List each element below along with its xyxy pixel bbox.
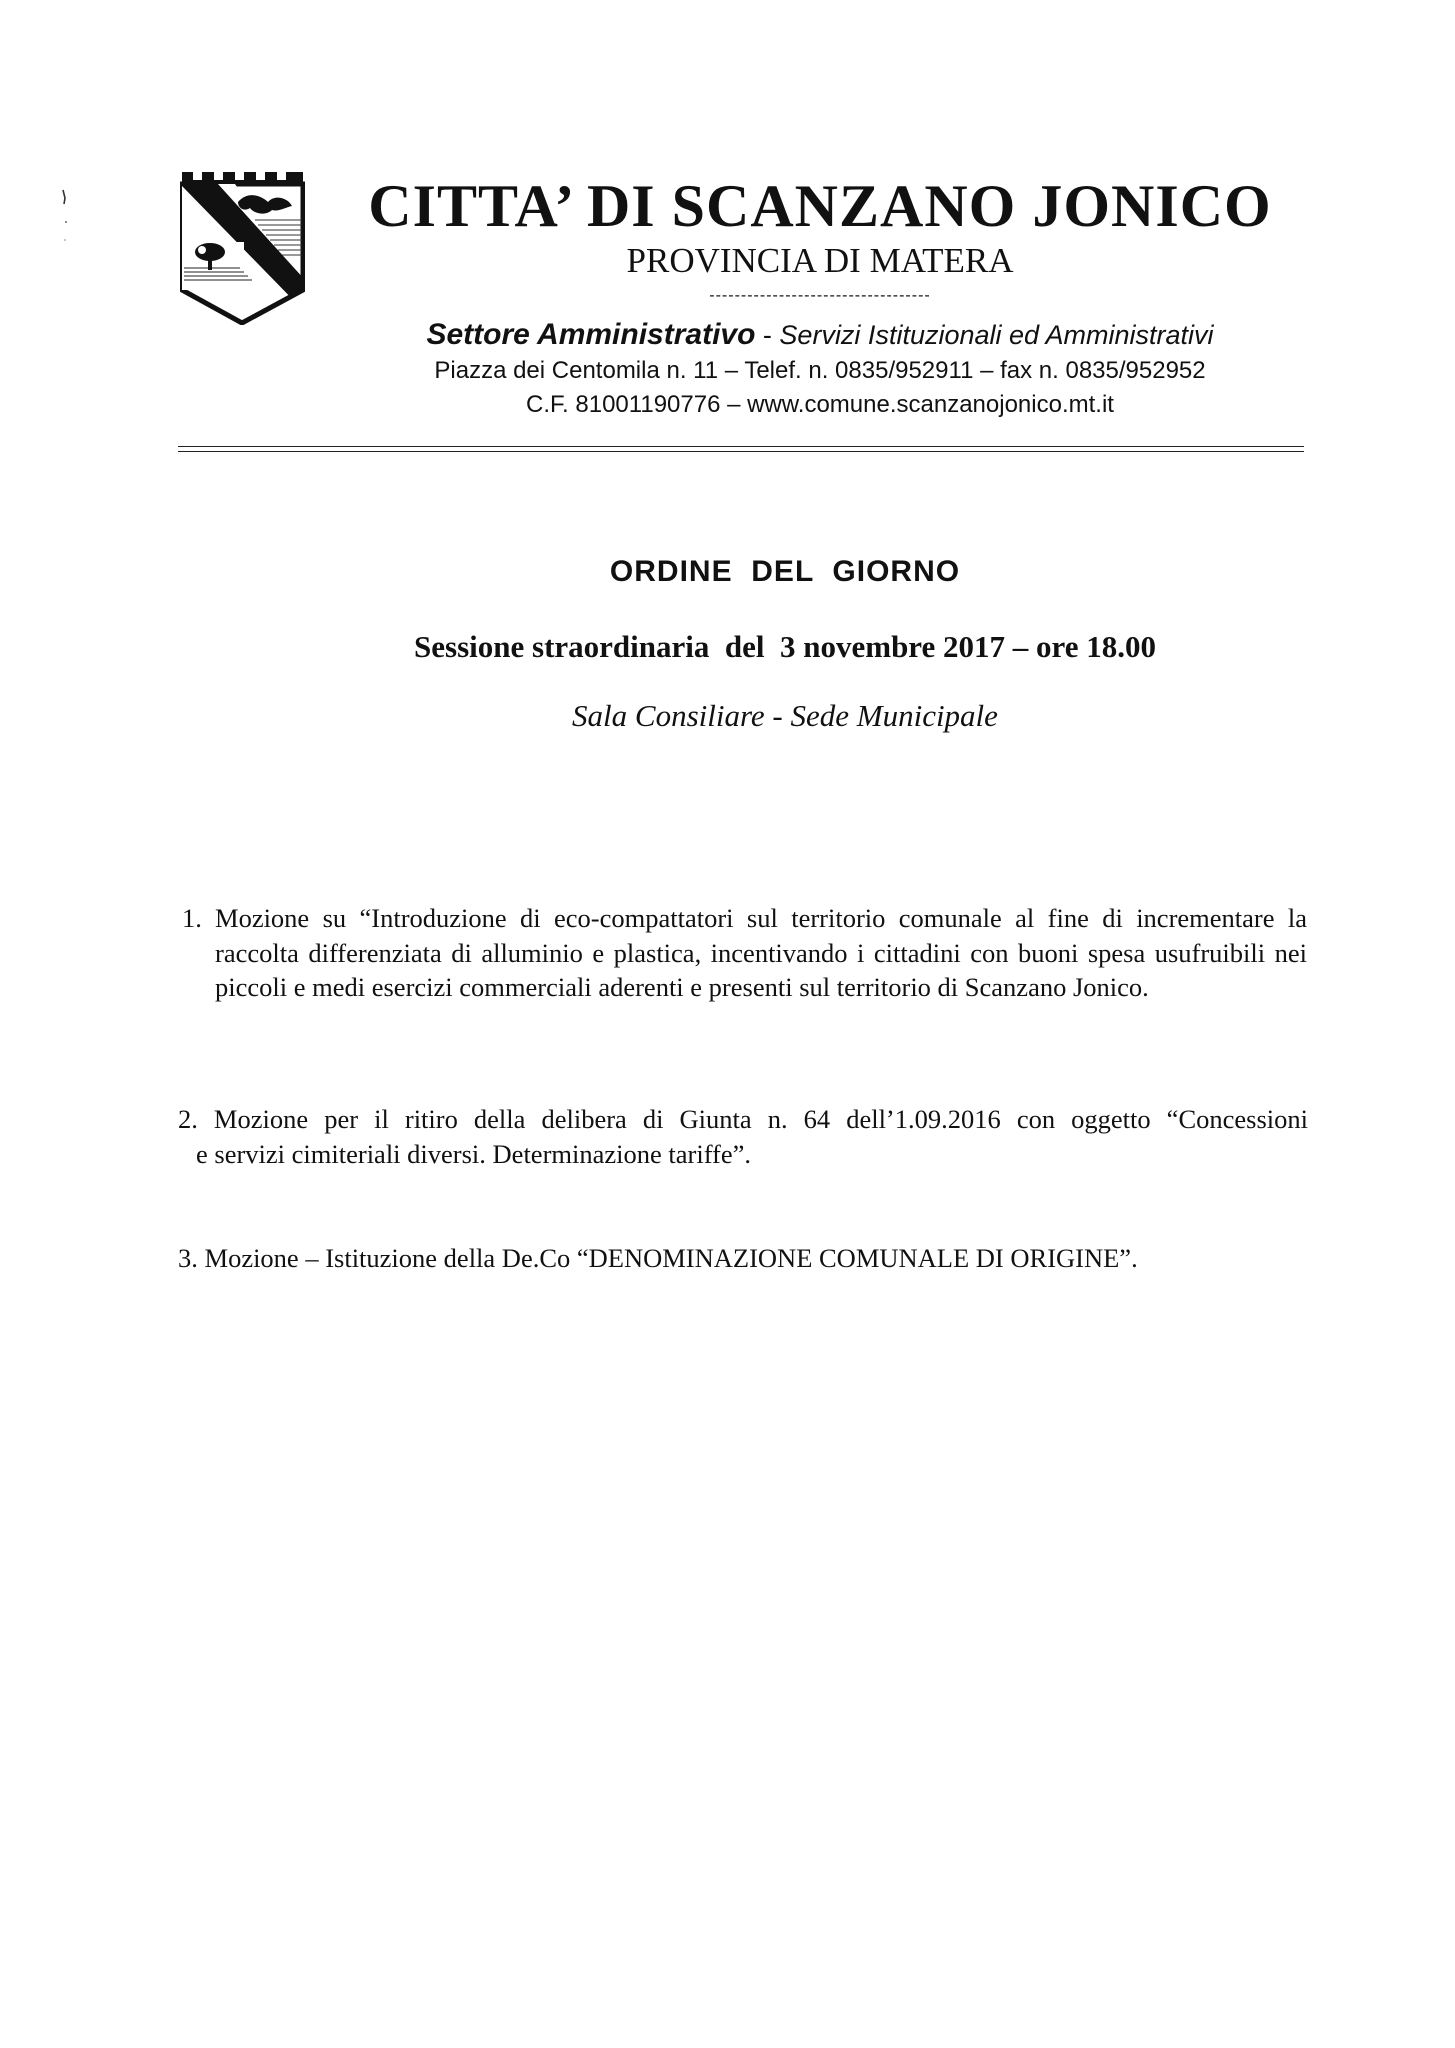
agenda-item-2: [178, 1102, 1308, 1171]
province-name: PROVINCIA DI MATERA: [626, 241, 1014, 280]
sector-separator: -: [755, 320, 780, 350]
scan-speck-marks: [58, 188, 72, 248]
address-line: Piazza dei Centomila n. 11 – Telef. n. 0835/952911 – fax n. 0835/952952: [434, 357, 1206, 384]
venue-line: Sala Consiliare - Sede Municipale: [572, 698, 998, 733]
agenda-item-number: 1.: [182, 903, 202, 933]
agenda-item-text-line-2: e servizi cimiteriali diversi. Determinazione tariffe”.: [196, 1138, 752, 1169]
agenda-item-text: Mozione su “Introduzione di eco-compattatori sul territorio comunale al fine di incrementare la raccolta differenziata di alluminio e plastica, incentivando i cittadini con buoni spesa usufruibili nei piccoli e medi esercizi commerciali aderenti e presenti sul territorio di Scanzano Jonico.: [215, 903, 1307, 1002]
header-rule-top: [178, 446, 1304, 447]
city-title: CITTA’ DI SCANZANO JONICO: [368, 173, 1272, 239]
header-separator: -----------------------------------: [709, 287, 931, 304]
header-rule-bottom: [178, 451, 1304, 452]
sector-name: Settore Amministrativo: [426, 318, 756, 351]
sector-subtitle: Servizi Istituzionali ed Amministrativi: [779, 320, 1214, 350]
agenda-item-text-line-1: 2. Mozione per il ritiro della delibera di Giunta n. 64 dell’1.09.2016 con oggetto “Concessioni: [178, 1104, 1308, 1134]
agenda-item-1: [182, 901, 1307, 1005]
fiscal-code-line: C.F. 81001190776 – www.comune.scanzanojonico.mt.it: [526, 391, 1114, 418]
agenda-title: ORDINE DEL GIORNO: [609, 555, 961, 588]
municipal-crest-icon: [180, 172, 305, 325]
session-line: Sessione straordinaria del 3 novembre 2017 – ore 18.00: [414, 629, 1156, 664]
sector-line: [300, 318, 1340, 352]
agenda-item-3: 3. Mozione – Istituzione della De.Co “DENOMINAZIONE COMUNALE DI ORIGINE”.: [178, 1243, 1138, 1273]
